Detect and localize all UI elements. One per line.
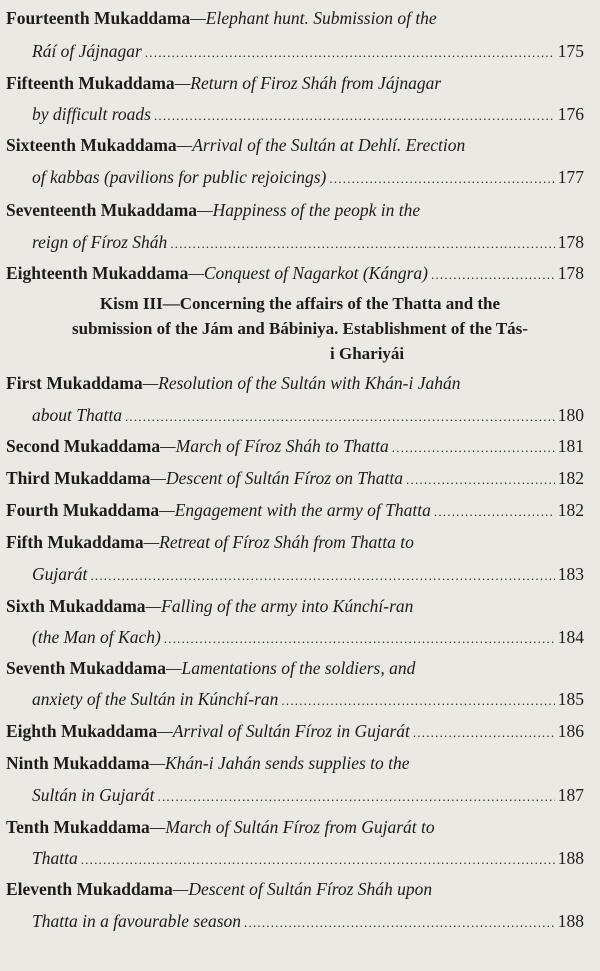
entry-heading-line [6,370,600,396]
entry-description-continued: reign of Fíroz Sháh [32,232,168,252]
page-number: 178 [557,263,584,283]
entry-continuation-line [32,229,600,255]
dot-leader [281,688,554,714]
entry-description-continued: Thatta in a favourable season [32,911,242,931]
page-number: 185 [557,689,584,709]
entry-description: —Arrival of Sultán Fíroz in Gujarát [157,721,410,741]
dot-leader [329,166,554,192]
dot-leader [145,40,555,66]
entry-description-continued: Gujarát [32,564,88,584]
entry-title: Fifth Mukaddama [6,532,144,552]
entry-description: —Descent of Sultán Fíroz Sháh upon [172,879,433,899]
page-number: 182 [557,468,584,488]
page-number: 182 [557,500,584,520]
entry-description: —Elephant hunt. Submission of the [190,8,437,28]
entry-description: —Conquest of Nagarkot (Kángra) [188,263,428,283]
entry-heading-line [6,814,600,840]
entry-continuation-line [32,101,600,127]
entry-continuation-line [32,908,600,934]
entry-heading-line [6,876,600,902]
entry-title: Ninth Mukaddama [6,753,150,773]
entry-heading-line [6,593,600,619]
entry-heading-line [6,197,600,223]
entry-description: —Khán-i Jahán sends supplies to the [149,753,410,773]
entry-description: —Descent of Sultán Fíroz on Thatta [150,468,404,488]
entry-description: —Falling of the army into Kúnchí-ran [145,596,414,616]
page-number: 187 [557,785,584,805]
dot-leader [125,404,555,430]
entry-continuation-line [32,402,600,428]
section-heading-line: submission of the Jám and Bábiniya. Establishment of the Tás- [72,319,528,338]
entry-heading-line [6,433,600,459]
page-number: 186 [557,721,584,741]
dot-leader [434,499,555,525]
entry-title: Fifteenth Mukaddama [6,73,175,93]
entry-title: Tenth Mukaddama [6,817,150,837]
entry-description-continued: by difficult roads [32,104,151,124]
entry-title: Seventeenth Mukaddama [6,200,198,220]
entry-title: First Mukaddama [6,373,143,393]
entry-title: Fourteenth Mukaddama [6,8,191,28]
dot-leader [158,784,555,810]
page-number: 175 [557,41,584,61]
page-number: 177 [557,167,584,187]
entry-heading-line [6,497,600,523]
entry-continuation-line [32,624,600,650]
page-number: 176 [557,104,584,124]
entry-title: Third Mukaddama [6,468,151,488]
dot-leader [413,720,555,746]
dot-leader [164,626,555,652]
entry-heading-line [6,655,600,681]
entry-description: —March of Fíroz Sháh to Thatta [160,436,389,456]
entry-title: Eighteenth Mukaddama [6,263,189,283]
page-number: 184 [557,627,584,647]
dot-leader [81,847,555,873]
page-number: 183 [557,564,584,584]
section-heading-line: i Ghariyái [330,344,405,363]
entry-description: —Resolution of the Sultán with Khán-i Jahán [142,373,461,393]
entry-continuation-line [32,686,600,712]
entry-title: Eleventh Mukaddama [6,879,173,899]
dot-leader [431,262,555,288]
dot-leader [90,563,554,589]
entry-continuation-line [32,561,600,587]
entry-title: Eighth Mukaddama [6,721,158,741]
entry-title: Second Mukaddama [6,436,161,456]
entry-continuation-line [32,782,600,808]
entry-description-continued: Ráí of Jájnagar [32,41,142,61]
entry-description-continued: Thatta [32,848,78,868]
section-heading-line: Kism III—Concerning the affairs of the Thatta and the [99,294,501,313]
entry-description: —Happiness of the peopk in the [197,200,421,220]
dot-leader [392,435,555,461]
dot-leader [406,467,555,493]
dot-leader [154,103,555,129]
dot-leader [170,231,554,257]
entry-continuation-line [32,845,600,871]
entry-heading-line [6,5,600,31]
entry-description-continued: about Thatta [32,405,122,425]
page-number: 180 [557,405,584,425]
entry-heading-line [6,260,600,286]
entry-heading-line [6,718,600,744]
entry-description-continued: of kabbas (pavilions for public rejoicings) [32,167,327,187]
entry-heading-line [6,750,600,776]
entry-description: —Lamentations of the soldiers, and [165,658,416,678]
entry-description: —Retreat of Fíroz Sháh from Thatta to [143,532,414,552]
entry-heading-line [6,70,600,96]
entry-title: Sixth Mukaddama [6,596,146,616]
entry-title: Sixteenth Mukaddama [6,135,177,155]
entry-title: Seventh Mukaddama [6,658,166,678]
page-number: 188 [557,911,584,931]
entry-heading-line [6,529,600,555]
entry-continuation-line [32,164,600,190]
entry-description: —Engagement with the army of Thatta [159,500,431,520]
page-number: 181 [557,436,584,456]
page-number: 188 [557,848,584,868]
entry-description: —March of Sultán Fíroz from Gujarát to [149,817,435,837]
entry-description: —Return of Firoz Sháh from Jájnagar [174,73,442,93]
entry-description-continued: anxiety of the Sultán in Kúnchí-ran [32,689,279,709]
entry-description-continued: Sultán in Gujarát [32,785,155,805]
page-number: 178 [557,232,584,252]
entry-title: Fourth Mukaddama [6,500,160,520]
entry-continuation-line [32,38,600,64]
entry-heading-line [6,132,600,158]
entry-description: —Arrival of the Sultán at Dehlí. Erection [176,135,466,155]
entry-heading-line [6,465,600,491]
entry-description-continued: (the Man of Kach) [32,627,161,647]
dot-leader [244,910,555,936]
